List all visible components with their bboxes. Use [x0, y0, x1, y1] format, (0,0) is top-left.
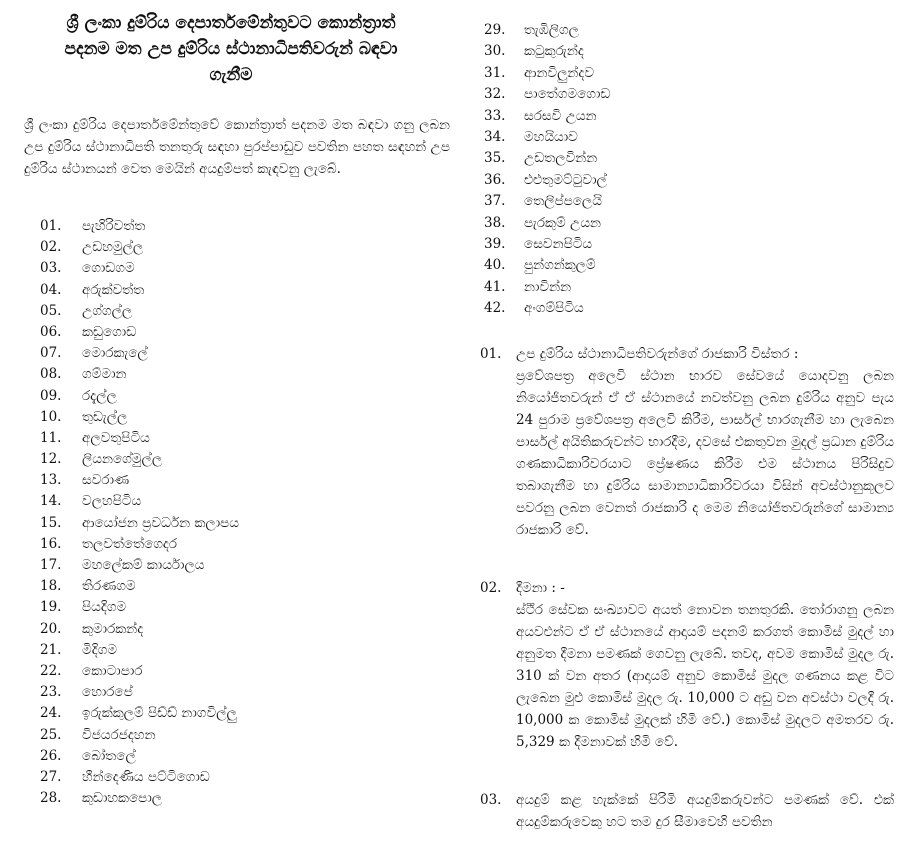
station-name: එළුතුමට්ටුවාල් [524, 171, 607, 188]
station-number: 32. [484, 86, 506, 103]
station-name: තෙලිප්පලෙයි [524, 193, 602, 210]
station-list-item [484, 298, 900, 319]
station-number: 17. [40, 557, 62, 573]
station-number: 37. [484, 193, 506, 210]
station-list-item [40, 661, 462, 682]
title-line-2: පදනම මත උප දුම්රිය ස්ථානාධිපතිවරුන් බඳවා [64, 39, 398, 59]
station-number: 24. [40, 705, 62, 722]
station-name: පියදිගම [82, 599, 127, 616]
station-name: සවරාණ [82, 472, 130, 489]
station-name: මහයියාව [524, 128, 578, 145]
station-list-item [40, 280, 462, 301]
station-number: 14. [40, 493, 62, 510]
station-list-item [40, 788, 462, 809]
station-name: රදැල්ල [82, 387, 117, 404]
section-duties [480, 343, 900, 541]
station-list-item [484, 127, 900, 148]
section-text: ප්‍රවේශපත්‍ර අලෙවි ස්ථාන භාරව සේවයේ යොදවනු ලබන නියෝජිතවරුන් ඒ ඒ ස්ථානයේ නවත්වනු ලබන දුම්රිය අනුව පැය 24 පුරාම ප්‍රවේශපත්‍ර අලෙවි කිරීම, පාර්සල් භාරගැනීම හා ලැබෙන පාර්සල් අයිතිකරුවන්ට භාරදීම, දවසේ එකතුවන මුදල් ප්‍රධාන දුම්රිය ගණකාධිකාරිවරයාට ප්‍රේෂණය කිරීම එම ස්ථානය පිරිසිදුව තබාගැනීම හා දුම්රිය සාමාන්‍යාධිකාරිවරයා විසින් අවස්ථානුකූලව පවරනු ලබන වෙනත් රාජකාරි ද මෙම නියෝජිතවරුන්ගේ සාමාන්‍ය රාජකාරි වේ. [516, 368, 894, 539]
station-name: තලවත්තේගෙදර [82, 535, 178, 552]
station-name: ඉරුක්කුලම් පිඩ්ඩ් නාගවිල්ලු [82, 705, 237, 722]
section-text: ස්ථිර සේවක සංඛ්‍යාවට අයත් නොවන තනතුරකි. තෝරාගනු ලබන අයවළුන්ට ඒ ඒ ස්ථානයේ ආදායම් පදනම් කරගත් කොමිස් මුදල් හා අනුමත දීමනා පමණක් ගෙවනු ලැබේ. තවද, අවම කොමිස් මුදල රු. 310 ක් වන අතර (ආදායම් අනුව කොමිස් මුදල ගණනය කළ විට ලැබෙන මුළු කොමිස් මුදල රු. 10,000 ට අඩු වන අවස්ථා වලදී රු. 10,000 ක කොමිස් මුදලක් හිමි වේ.) කොමිස් මුදලට අමතරව රු. 5,329 ක දීමනාවක් හිමි වේ. [516, 602, 894, 751]
station-list-item [40, 364, 462, 385]
station-name: බෝතලේ [82, 747, 136, 764]
station-number: 22. [40, 662, 62, 679]
station-number: 42. [484, 300, 506, 317]
station-number: 03. [40, 260, 62, 277]
station-number: 28. [40, 790, 62, 807]
station-list-item [40, 237, 462, 258]
station-name: පැහිරිවත්ත [82, 218, 146, 234]
station-list-item [40, 640, 462, 661]
station-list-item [40, 767, 462, 788]
station-name: ලියනගේමුල්ල [82, 451, 163, 468]
section-heading: උප දුම්රිය ස්ථානාධිපතිවරුන්ගේ රාජකාරි විස්තර : [516, 346, 799, 363]
title-line-1: ශ්‍රී ලංකා දුම්රිය දෙපාර්තමේන්තුවට කොන්ත්‍රාත් [66, 13, 396, 33]
station-number: 02. [40, 239, 62, 256]
station-list-item [40, 449, 462, 470]
station-number: 15. [40, 514, 62, 531]
station-number: 30. [484, 43, 506, 60]
station-name: කටුකුරුන්ද [524, 43, 584, 60]
station-list-item [40, 746, 462, 767]
section-number: 03. [480, 792, 502, 809]
station-name: පාතේගමගොඩ [524, 86, 611, 103]
station-number: 41. [484, 278, 506, 295]
station-number: 06. [40, 323, 62, 340]
station-name: මහලේකම් කාර්යාලය [82, 557, 205, 573]
station-list-item [484, 234, 900, 255]
station-list-item [40, 322, 462, 343]
station-name: ගොඩගම [82, 260, 135, 277]
station-name: කඩුගොඩ [82, 323, 137, 340]
station-name: මිදිගම [82, 641, 118, 658]
station-name: නාවින්න [524, 278, 572, 295]
station-name: හොරපේ [82, 684, 133, 701]
station-name: පැරකුම් උයන [524, 214, 601, 231]
station-list-item [40, 301, 462, 322]
station-name: උඩහමුල්ල [82, 239, 144, 256]
station-name: පුන්ගන්කුලම් [524, 257, 596, 274]
station-list-item [484, 63, 900, 84]
station-name: උග්ගල්ල [82, 302, 133, 319]
station-list-item [40, 428, 462, 449]
station-name: අරුක්වත්ත [82, 281, 145, 298]
station-number: 10. [40, 408, 62, 425]
section-number: 02. [480, 580, 502, 597]
station-number: 40. [484, 257, 506, 274]
station-number: 09. [40, 387, 62, 404]
station-name: විජයරජදහන [82, 726, 156, 743]
station-name: කුමාරකන්ද [82, 620, 144, 637]
station-list-item [40, 597, 462, 618]
station-name: හීන්දෙණිය පට්ටිගොඩ [82, 768, 210, 785]
station-number: 34. [484, 128, 506, 145]
station-number: 05. [40, 302, 62, 319]
station-list-item [40, 534, 462, 555]
station-number: 20. [40, 620, 62, 637]
station-list-item [40, 491, 462, 512]
station-number: 26. [40, 747, 62, 764]
station-list-item [40, 619, 462, 640]
station-name: තැඹිලිගල [524, 22, 579, 38]
station-list-item [40, 258, 462, 279]
station-list-item [484, 213, 900, 234]
station-number: 12. [40, 451, 62, 468]
section-eligibility [480, 789, 900, 833]
intro-paragraph: ශ්‍රී ලංකා දුම්රිය දෙපාර්තමේන්තුවේ කොන්ත්‍රාත් පදනම මත බඳවා ගනු ලබන උප දුම්රිය ස්ථානාධිපති තනතුරු සඳහා පුරප්පාඩුව පවතින පහත සඳහන් උප දුම්රිය ස්ථානයන් වෙත මෙයින් අයදුම්පත් කැඳවනු ලැබේ. [24, 117, 450, 177]
station-name: සරසවි උයන [524, 107, 597, 124]
station-list-left [40, 216, 462, 809]
station-list-item [484, 255, 900, 276]
station-list-item [484, 148, 900, 169]
station-name: අලවතුපිටිය [82, 429, 150, 446]
station-number: 31. [484, 64, 506, 81]
station-name: ආයෝජන ප්‍රවර්ධන කලාපය [82, 514, 239, 531]
station-name: වලහපිටිය [82, 493, 142, 510]
station-name: කුඩාහකපොල [82, 790, 163, 807]
station-name: සෙවනපිටිය [524, 235, 593, 252]
section-text: අයදුම් කළ හැක්කේ පිරිමි අයදුම්කරුවන්ට පමණක් වේ. එක් අයදුම්කරුවෙකු හට තම දුර සීමාවෙහි පවතින [516, 792, 894, 831]
title-line-3: ගැනීම [209, 65, 253, 85]
station-number: 38. [484, 214, 506, 231]
station-number: 29. [484, 22, 506, 38]
station-list-right [484, 20, 900, 319]
station-name: ආනවිලුන්දව [524, 64, 595, 81]
station-list-item [484, 170, 900, 191]
left-column [0, 0, 462, 809]
station-list-item [40, 216, 462, 237]
station-name: උඩතලවින්න [524, 150, 598, 167]
station-list-item [40, 576, 462, 597]
station-number: 11. [40, 429, 62, 446]
section-number: 01. [480, 346, 502, 363]
station-number: 39. [484, 235, 506, 252]
station-list-item [484, 41, 900, 62]
station-number: 33. [484, 107, 506, 124]
station-name: මොරකැලේ [82, 345, 148, 362]
right-column [476, 0, 900, 833]
section-heading: දීමනා : - [516, 580, 565, 597]
section-allowances [480, 577, 900, 753]
station-name: තුඩැල්ල [82, 408, 128, 425]
station-list-item [40, 703, 462, 724]
document-title [22, 10, 440, 88]
station-list-item [484, 84, 900, 105]
station-name: තිරණගම [82, 578, 136, 595]
station-number: 13. [40, 472, 62, 489]
station-list-item [40, 682, 462, 703]
station-number: 08. [40, 366, 62, 383]
station-number: 27. [40, 768, 62, 785]
station-list-item [484, 191, 900, 212]
station-name: අංගම්පිටිය [524, 300, 584, 317]
station-number: 07. [40, 345, 62, 362]
station-number: 01. [40, 218, 62, 234]
station-number: 36. [484, 171, 506, 188]
station-number: 18. [40, 578, 62, 595]
station-list-item [40, 470, 462, 491]
station-list-item [40, 343, 462, 364]
station-list-item [40, 407, 462, 428]
station-list-item [484, 20, 900, 41]
station-number: 25. [40, 726, 62, 743]
station-number: 19. [40, 599, 62, 616]
station-number: 35. [484, 150, 506, 167]
station-name: ගම්මාන [82, 366, 127, 383]
station-list-item [40, 386, 462, 407]
station-number: 21. [40, 641, 62, 658]
station-number: 23. [40, 684, 62, 701]
station-list-item [40, 725, 462, 746]
station-name: කොටාපාර [82, 662, 143, 679]
station-list-item [40, 513, 462, 534]
station-number: 16. [40, 535, 62, 552]
station-number: 04. [40, 281, 62, 298]
station-list-item [484, 106, 900, 127]
station-list-item [484, 277, 900, 298]
station-list-item [40, 555, 462, 576]
